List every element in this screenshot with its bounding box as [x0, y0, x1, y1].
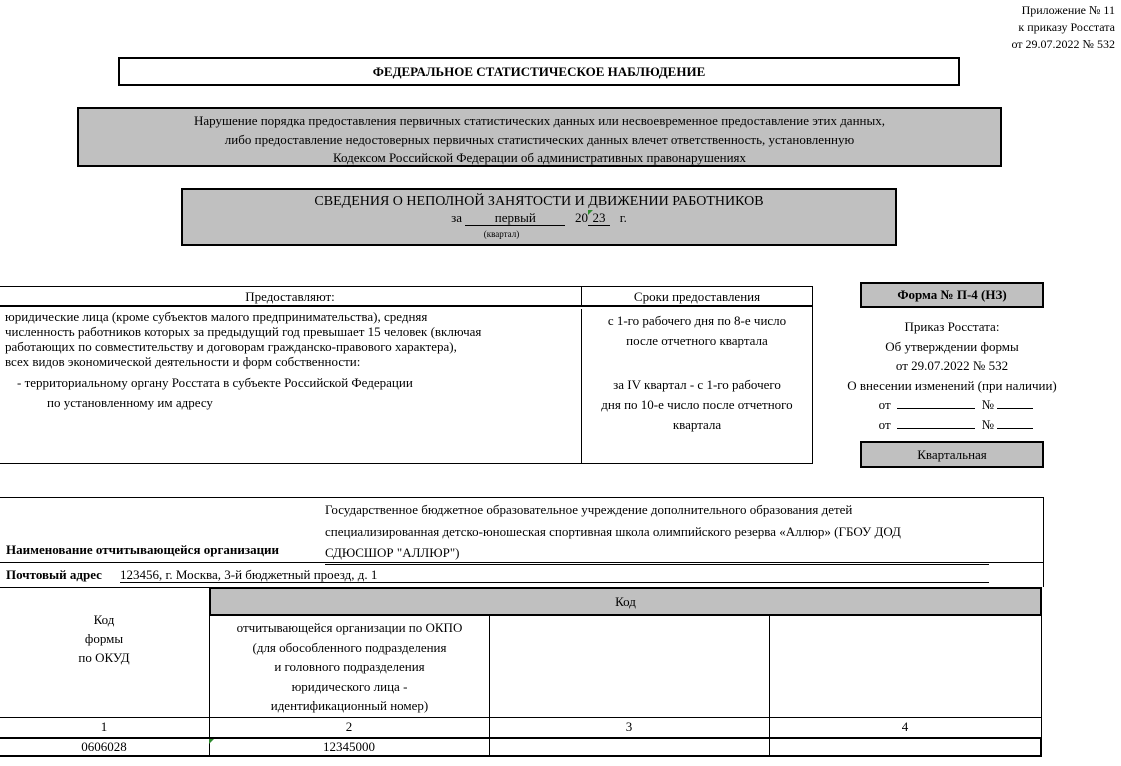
- submitters-bullet-1: - территориальному органу Росстата в субъекте Российской Федерации: [17, 375, 413, 390]
- deadline-line-1: с 1-го рабочего дня по 8-е число: [607, 313, 787, 328]
- okud-header-cell: [0, 587, 210, 717]
- year-field[interactable]: [588, 210, 610, 226]
- form-title-box: [181, 188, 897, 246]
- okud-header-line-1: Код: [93, 612, 115, 627]
- legal-warning-box: [77, 107, 1002, 167]
- okpo-header-cell: [209, 615, 490, 717]
- form-number: Форма № П-4 (НЗ): [897, 287, 1007, 302]
- from-label-2: от: [878, 416, 891, 432]
- col3-value-cell[interactable]: [489, 737, 770, 757]
- submitters-line-2: численность работников которых за предыдущий год превышает 15 человек (включая: [5, 324, 482, 339]
- submitters-bullet-2: по установленному им адресу: [47, 395, 213, 410]
- col4-number: 4: [769, 717, 1042, 737]
- number-label: №: [981, 397, 995, 412]
- warning-line-1: Нарушение порядка предоставления первичных статистических данных или несвоевременное предоставление этих данных,: [194, 113, 885, 128]
- col2-number: 2: [209, 717, 490, 737]
- col3-header-cell: [489, 615, 770, 717]
- okpo-value-cell[interactable]: [209, 737, 490, 757]
- deadline-line-5: квартала: [672, 417, 722, 432]
- submission-table: [0, 286, 813, 464]
- number-label-2: №: [981, 416, 995, 432]
- submitters-line-4: всех видов экономической деятельности и форм собственности:: [5, 354, 361, 369]
- form-title: СВЕДЕНИЯ О НЕПОЛНОЙ ЗАНЯТОСТИ И ДВИЖЕНИИ РАБОТНИКОВ: [314, 194, 764, 209]
- order-line-1: Приказ Росстата:: [904, 319, 1000, 334]
- deadline-line-2: после отчетного квартала: [626, 333, 768, 348]
- okpo-header-line-5: идентификационный номер): [270, 698, 429, 713]
- okud-header-line-3: по ОКУД: [78, 650, 130, 665]
- appendix-line-1: Приложение № 11: [1021, 3, 1115, 17]
- appendix-line-3: от 29.07.2022 № 532: [1011, 37, 1115, 51]
- deadlines-cell: [582, 309, 812, 463]
- order-block: [835, 317, 1069, 434]
- okpo-header-line-2: (для обособленного подразделения: [252, 639, 447, 655]
- okud-header-line-2: формы: [84, 631, 124, 646]
- organization-name-label: Наименование отчитывающейся организации: [6, 542, 280, 557]
- appendix-reference: [935, 2, 1115, 53]
- federal-observation-text: ФЕДЕРАЛЬНОЕ СТАТИСТИЧЕСКОЕ НАБЛЮДЕНИЕ: [372, 63, 706, 79]
- periodicity: Квартальная: [917, 446, 987, 462]
- organization-name-line-1: Государственное бюджетное образовательное учреждение дополнительного образования детей: [325, 502, 853, 517]
- year-prefix: 20: [575, 210, 589, 225]
- amendment-date-field[interactable]: [897, 396, 975, 409]
- col3-number: 3: [489, 717, 770, 737]
- amendment-row-1: [835, 395, 1069, 415]
- submitters-line-3: работающих по совместительству и договорам гражданско-правового характера),: [5, 339, 457, 354]
- periodicity-box: [860, 441, 1044, 468]
- warning-line-3: Кодексом Российской Федерации об административных правонарушениях: [332, 150, 747, 165]
- cell-comment-marker-2: [209, 739, 214, 744]
- reporting-period: [183, 210, 895, 226]
- from-label: от: [878, 397, 891, 412]
- quarter-caption: (квартал): [483, 229, 520, 239]
- submitters-header: Предоставляют:: [0, 287, 582, 307]
- submitters-cell: [0, 309, 582, 463]
- code-table: [0, 587, 1044, 758]
- submitters-line-1: юридические лица (кроме субъектов малого предпринимательства), средняя: [5, 309, 428, 324]
- okud-value-cell[interactable]: 0606028: [0, 737, 210, 757]
- deadline-line-4: дня по 10-е число после отчетного: [601, 397, 793, 412]
- amendment-date-field-2[interactable]: [897, 416, 975, 429]
- amendment-number-field[interactable]: [997, 396, 1033, 409]
- address-label: Почтовый адрес: [6, 567, 102, 582]
- amendment-number-field-2[interactable]: [997, 416, 1033, 429]
- code-group-header: Код: [209, 587, 1042, 616]
- okpo-header-line-3: и головного подразделения: [274, 659, 425, 674]
- okpo-header-line-1: отчитывающейся организации по ОКПО: [236, 620, 463, 635]
- cell-comment-marker: [588, 210, 593, 215]
- okpo-header-line-4: юридического лица -: [291, 678, 408, 694]
- okpo-value: 12345000: [323, 739, 375, 754]
- col1-number: 1: [0, 717, 210, 737]
- amendment-row-2: [835, 415, 1069, 435]
- order-line-2: Об утверждении формы: [885, 338, 1019, 354]
- year-suffix-text: 23: [592, 210, 606, 225]
- organization-name-line-3: СДЮСШОР "АЛЛЮР"): [325, 545, 460, 560]
- deadline-line-3: за IV квартал - с 1-го рабочего: [613, 377, 781, 392]
- year-word: г.: [619, 210, 627, 225]
- organization-name-field[interactable]: [325, 499, 989, 565]
- organization-name-line-2: специализированная детско-юношеская спортивная школа олимпийского резерва «Аллюр» (ГБОУ ДОД: [325, 523, 901, 539]
- order-line-4: О внесении изменений (при наличии): [847, 377, 1057, 393]
- deadlines-header: Сроки предоставления: [582, 287, 812, 307]
- federal-observation-header: [118, 57, 960, 86]
- warning-line-2: либо предоставление недостоверных первичных статистических данных влечет ответственность, установленную: [224, 131, 855, 147]
- order-line-3: от 29.07.2022 № 532: [895, 358, 1009, 373]
- for-word: за: [451, 210, 463, 225]
- col4-value-cell[interactable]: [769, 737, 1042, 757]
- form-number-box: [860, 282, 1044, 308]
- appendix-line-2: к приказу Росстата: [1018, 20, 1115, 34]
- quarter-field[interactable]: первый: [465, 210, 565, 226]
- col4-header-cell: [769, 615, 1042, 717]
- address-field[interactable]: 123456, г. Москва, 3-й бюджетный проезд, д. 1: [120, 567, 989, 583]
